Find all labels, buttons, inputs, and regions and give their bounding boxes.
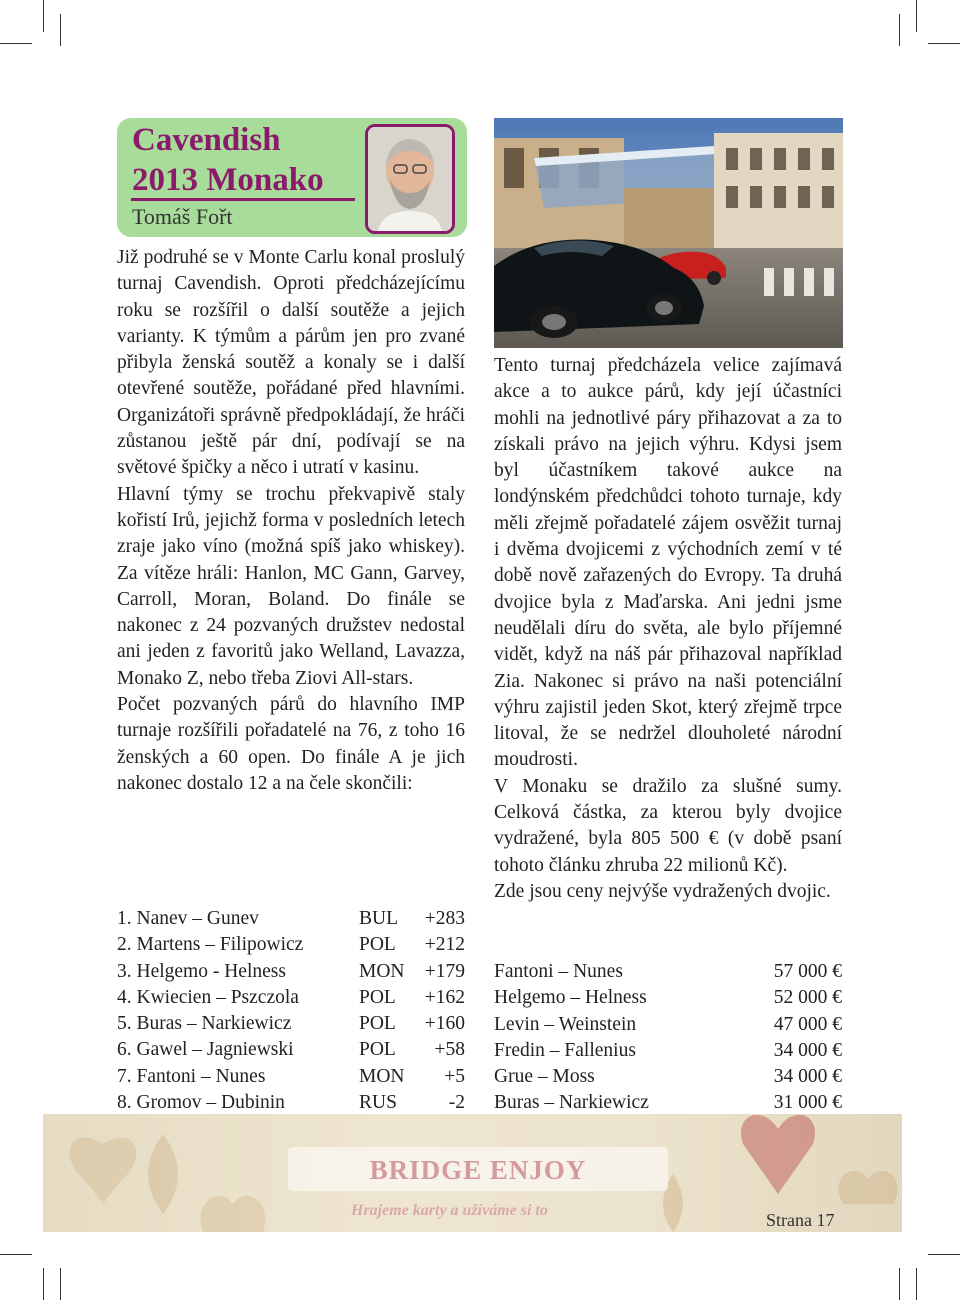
paragraph: Hlavní týmy se trochu překvapivě staly kořistí Irů, jejichž forma v posledních letech zraje jako víno (možná spíš jako whiskey). Za vítěze hráli: Hanlon, MC Gann, Garvey, Carroll, Moran, Boland. Do finále se nakonec z 24 pozvaných družstev nedostal ani jeden z favoritů jako Welland, Lavazza, Monako Z, nebo třeba Ziovi All-stars. (117, 483, 465, 689)
crop-mark (916, 1268, 917, 1300)
list-item: 1. Nanev – Gunev BUL +283 (117, 908, 465, 929)
paragraph: Tento turnaj předcházela velice zajímavá akce a to aukce párů, kdy její účastníci mohli na jednotlivé páry přihazovat a za to získali právo na jejich výhru. Kdysi jsem byl účastníkem takové aukce na londýnském předchůdci tohoto turnaje, kdy měli zřejmě pořadatelé zájem osvěžit turnaj i dvěma dvojicemi z východních zemí v té době nově zařazených do Evropy. Ta druhá dvojice byla z Maďarska. Ani jedni jsme neudělali díru do světa, ale bylo příjemné vidět, když na náš pár přihazoval například Zia. Nakonec si právo na naši potenciální výhru zajistil jeden Skot, který zřejmě trpce litoval, že se nedržel dlouholeté národní moudrosti. (494, 355, 842, 771)
crop-mark (60, 14, 61, 46)
title-underline (131, 198, 355, 201)
footer-brand-plate (288, 1147, 668, 1191)
crop-mark (43, 0, 44, 32)
list-item: 4. Kwiecien – Pszczola POL +162 (117, 986, 465, 1008)
paragraph: Již podruhé se v Monte Carlu konal proslulý turnaj Cavendish. Oproti předcházejícímu roku se rozšířil o další soutěže a jejich varianty. K týmům a párům jen pro zvané přibyla ženská soutěž a konaly se i další otevřené soutěže, pořádané před hlavními. Organizátoři správně předpokládají, že hráči zůstanou ještě pár dní, podívají se na světové špičky a něco i utratí v kasinu. (117, 247, 465, 479)
list-item: Levin – Weinstein 47 000 € (494, 1013, 842, 1035)
article-author: Tomáš Fořt (132, 204, 233, 229)
crop-mark (0, 43, 32, 44)
crop-mark (899, 14, 900, 46)
right-column (494, 353, 842, 905)
list-item: Grue – Moss 34 000 € (494, 1066, 842, 1088)
page-footer (43, 1114, 902, 1232)
crop-mark (928, 43, 960, 44)
author-portrait (365, 124, 455, 234)
list-item: 5. Buras – Narkiewicz POL +160 (117, 1013, 465, 1035)
paragraph: V Monaku se dražilo za slušné sumy. Celková částka, za kterou byly dvojice vydražené, byla 805 500 € (v době psaní tohoto článku zhruba 22 milionů Kč). (494, 775, 842, 876)
crop-mark (916, 0, 917, 32)
casino-photo (494, 118, 843, 348)
paragraph: Zde jsou ceny nejvýše vydražených dvojic. (494, 880, 831, 902)
list-item: Fredin – Fallenius 34 000 € (494, 1039, 842, 1061)
article-title: Cavendish (132, 122, 281, 158)
article-header (117, 118, 467, 237)
page-number: Strana 17 (766, 1210, 835, 1230)
crop-mark (0, 1254, 32, 1255)
list-item: 2. Martens – Filipowicz POL +212 (117, 934, 465, 956)
brand-logo: BRIDGE ENJOY (369, 1155, 587, 1185)
results-list (117, 906, 465, 1116)
paragraph: Počet pozvaných párů do hlavního IMP turnaje rozšířili pořadatelé na 76, z toho 16 ženských a 60 open. Do finále A je jich nakonec dostalo 12 a na čele skončili: (117, 694, 465, 794)
crop-mark (928, 1254, 960, 1255)
list-item: 6. Gawel – Jagniewski POL +58 (117, 1039, 465, 1061)
list-item: Buras – Narkiewicz 31 000 € (494, 1092, 842, 1114)
auction-prices-list (494, 959, 842, 1117)
list-item: Helgemo – Helness 52 000 € (494, 987, 842, 1009)
list-item: Fantoni – Nunes 57 000 € (494, 961, 842, 982)
article-subtitle: 2013 Monako (132, 162, 324, 198)
list-item: 7. Fantoni – Nunes MON +5 (117, 1065, 465, 1087)
crop-mark (43, 1268, 44, 1300)
crop-mark (899, 1268, 900, 1300)
crop-mark (60, 1268, 61, 1300)
list-item: 3. Helgemo - Helness MON +179 (117, 960, 465, 982)
footer-slogan: Hrajeme karty a užíváme si to (351, 1202, 548, 1219)
list-item: 8. Gromov – Dubinin RUS -2 (117, 1092, 465, 1114)
left-column (117, 245, 465, 797)
